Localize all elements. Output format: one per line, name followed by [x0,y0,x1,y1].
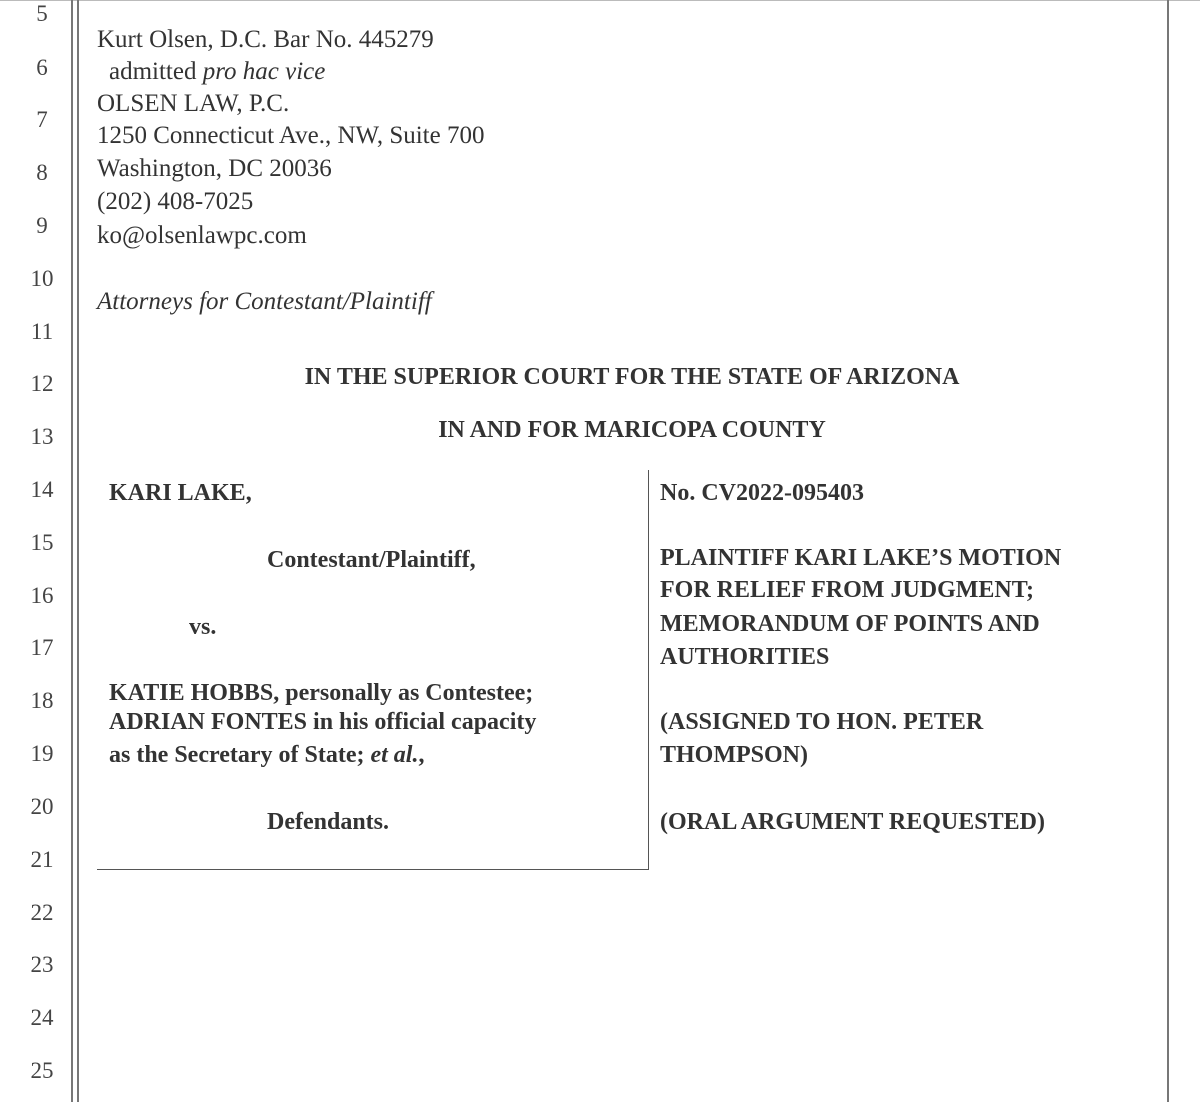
line-number: 13 [30,424,54,449]
line-number: 15 [30,530,54,555]
defendant-line-2: ADRIAN FONTES in his official capacity [109,709,537,735]
line-number: 14 [30,477,54,502]
caption-divider-vertical [648,470,649,870]
line-number: 12 [30,371,54,396]
address-line-2: Washington, DC 20036 [97,155,332,182]
court-heading-2: IN AND FOR MARICOPA COUNTY [438,417,826,443]
left-margin-rule [71,0,73,1102]
line-number: 9 [36,213,48,238]
plaintiff-name: KARI LAKE, [109,480,252,506]
attorney-role: Attorneys for Contestant/Plaintiff [97,288,432,315]
line-number: 8 [36,160,48,185]
line-number: 21 [30,847,54,872]
line-number: 10 [30,266,54,291]
document-title-line: PLAINTIFF KARI LAKE’S MOTION [660,545,1062,571]
defendant-line-1: KATIE HOBBS, personally as Contestee; [109,680,534,706]
defendant-role: Defendants. [267,809,390,835]
line-number: 11 [30,319,54,344]
admitted-italic: pro hac vice [202,58,326,85]
admitted-prefix: admitted [109,58,197,85]
line-number: 6 [36,55,48,80]
caption-divider-horizontal [97,869,649,870]
firm-name: OLSEN LAW, P.C. [97,90,290,117]
oral-argument-request: (ORAL ARGUMENT REQUESTED) [660,809,1045,835]
assigned-judge-line: THOMPSON) [660,742,808,768]
email: ko@olsenlawpc.com [97,222,307,249]
page-top-border [0,0,1200,1]
admission-status [109,57,325,87]
attorney-name: Kurt Olsen, D.C. Bar No. 445279 [97,26,434,53]
line-number: 25 [30,1058,54,1083]
line-number: 22 [30,900,54,925]
versus: vs. [189,614,217,640]
court-heading-1: IN THE SUPERIOR COURT FOR THE STATE OF ARIZONA [304,364,960,390]
line-number: 16 [30,583,54,608]
line-number: 23 [30,952,54,977]
document-title-line: AUTHORITIES [660,644,830,670]
line-number: 7 [36,107,48,132]
line-number: 5 [36,1,48,26]
document-title-line: MEMORANDUM OF POINTS AND [660,611,1040,637]
defendant-line-3 [109,740,424,770]
case-number: No. CV2022-095403 [660,480,864,506]
left-margin-rule-inner [77,0,79,1102]
address-line-1: 1250 Connecticut Ave., NW, Suite 700 [97,122,485,149]
line-number: 24 [30,1005,54,1030]
defendant-line-3-text: as the Secretary of State; [109,742,371,768]
et-al: et al. [370,742,419,768]
line-number: 17 [30,635,54,660]
defendant-line-3-suffix: , [418,742,425,768]
line-number: 19 [30,741,54,766]
line-number: 20 [30,794,54,819]
line-number: 18 [30,688,54,713]
assigned-judge-line: (ASSIGNED TO HON. PETER [660,709,984,735]
right-margin-rule [1167,0,1169,1102]
document-title-line: FOR RELIEF FROM JUDGMENT; [660,577,1034,603]
plaintiff-role: Contestant/Plaintiff, [267,547,476,573]
phone: (202) 408-7025 [97,188,254,215]
